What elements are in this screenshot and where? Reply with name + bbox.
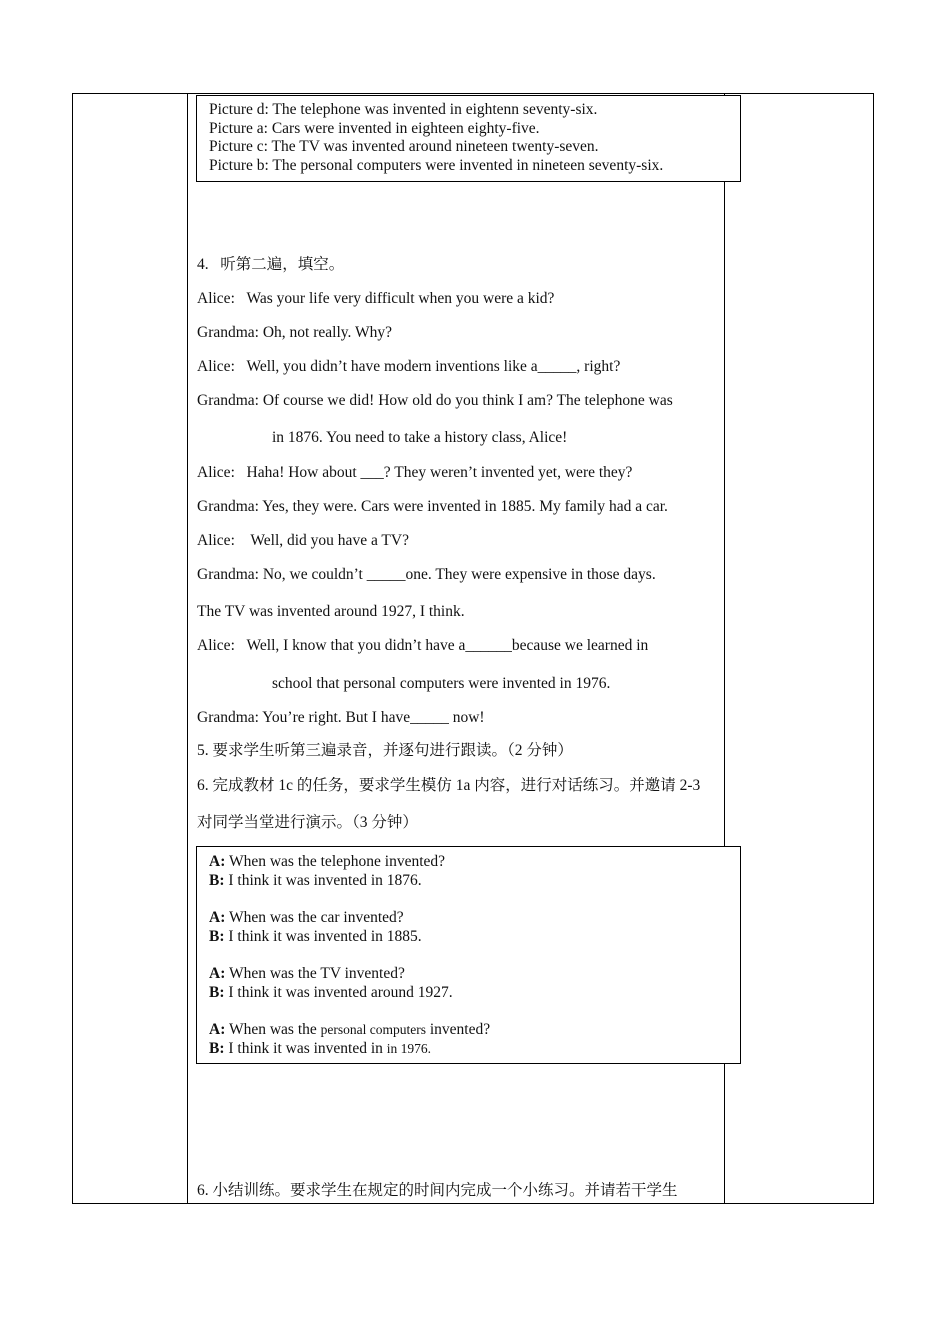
speaker-b-label: B: [209, 871, 225, 889]
dialogue-line: Grandma: Oh, not really. Why? [197, 324, 392, 341]
speaker-b-label: B: [209, 927, 225, 945]
dialogue-line: Alice: Was your life very difficult when you were a kid? [197, 290, 555, 307]
dialogue-line: in 1876. You need to take a history class, Alice! [272, 429, 568, 446]
box1-line: Picture a: Cars were invented in eighteen eighty-five. [209, 119, 540, 137]
table-bottom-border [72, 1203, 874, 1204]
practice-answer: B: I think it was invented in 1885. [209, 927, 422, 945]
dialogue-line: Alice: Well, I know that you didn’t have a______because we learned in [197, 637, 649, 654]
speaker-b-label: B: [209, 1039, 225, 1057]
box1-line: Picture b: The personal computers were invented in nineteen seventy-six. [209, 156, 664, 174]
step5-text: 5. 要求学生听第三遍录音，并逐句进行跟读。（2 分钟） [197, 742, 573, 759]
practice-answer: B: I think it was invented around 1927. [209, 983, 453, 1001]
dialogue-line: Grandma: No, we couldn’t _____one. They were expensive in those days. [197, 566, 656, 583]
dialogue-line: Alice: Well, did you have a TV? [197, 532, 409, 549]
box1-line: Picture c: The TV was invented around nineteen twenty-seven. [209, 138, 599, 155]
dialogue-line: Grandma: Yes, they were. Cars were invented in 1885. My family had a car. [197, 498, 668, 515]
practice-answer: B: I think it was invented in in 1976. [209, 1039, 432, 1057]
table-top-border [72, 93, 874, 94]
speaker-b-label: B: [209, 983, 225, 1001]
practice-question: A: When was the TV invented? [209, 965, 405, 982]
practice-question: A: When was the personal computers invented? [209, 1021, 491, 1038]
speaker-a-label: A: [209, 909, 226, 926]
summary-step-text: 6. 小结训练。要求学生在规定的时间内完成一个小练习。并请若干学生 [197, 1182, 678, 1199]
dialogue-practice-box [196, 846, 741, 1064]
dialogue-line: The TV was invented around 1927, I think. [197, 603, 465, 620]
practice-question: A: When was the car invented? [209, 909, 404, 926]
dialogue-line: Alice: Haha! How about ___? They weren’t invented yet, were they? [197, 464, 633, 481]
speaker-a-label: A: [209, 853, 226, 870]
step6-text-line2: 对同学当堂进行演示。（3 分钟） [197, 814, 418, 831]
practice-question: A: When was the telephone invented? [209, 853, 446, 870]
step6-text-line1: 6. 完成教材 1c 的任务，要求学生模仿 1a 内容，进行对话练习。并邀请 2-3 [197, 777, 701, 794]
box1-line: Picture d: The telephone was invented in eightenn seventy-six. [209, 101, 598, 118]
practice-answer: B: I think it was invented in 1876. [209, 871, 422, 889]
dialogue-line: Alice: Well, you didn’t have modern inventions like a_____, right? [197, 358, 621, 375]
speaker-a-label: A: [209, 1021, 226, 1038]
speaker-a-label: A: [209, 965, 226, 982]
column-divider-1 [187, 93, 188, 1204]
dialogue-line: Grandma: Of course we did! How old do you think I am? The telephone was [197, 392, 673, 409]
picture-sentences-box [196, 95, 741, 182]
dialogue-line: Grandma: You’re right. But I have_____ now! [197, 709, 485, 726]
table-right-border [873, 93, 874, 1204]
table-left-border [72, 93, 73, 1204]
section4-heading: 4. 听第二遍，填空。 [197, 256, 345, 273]
dialogue-line: school that personal computers were invented in 1976. [272, 675, 611, 692]
